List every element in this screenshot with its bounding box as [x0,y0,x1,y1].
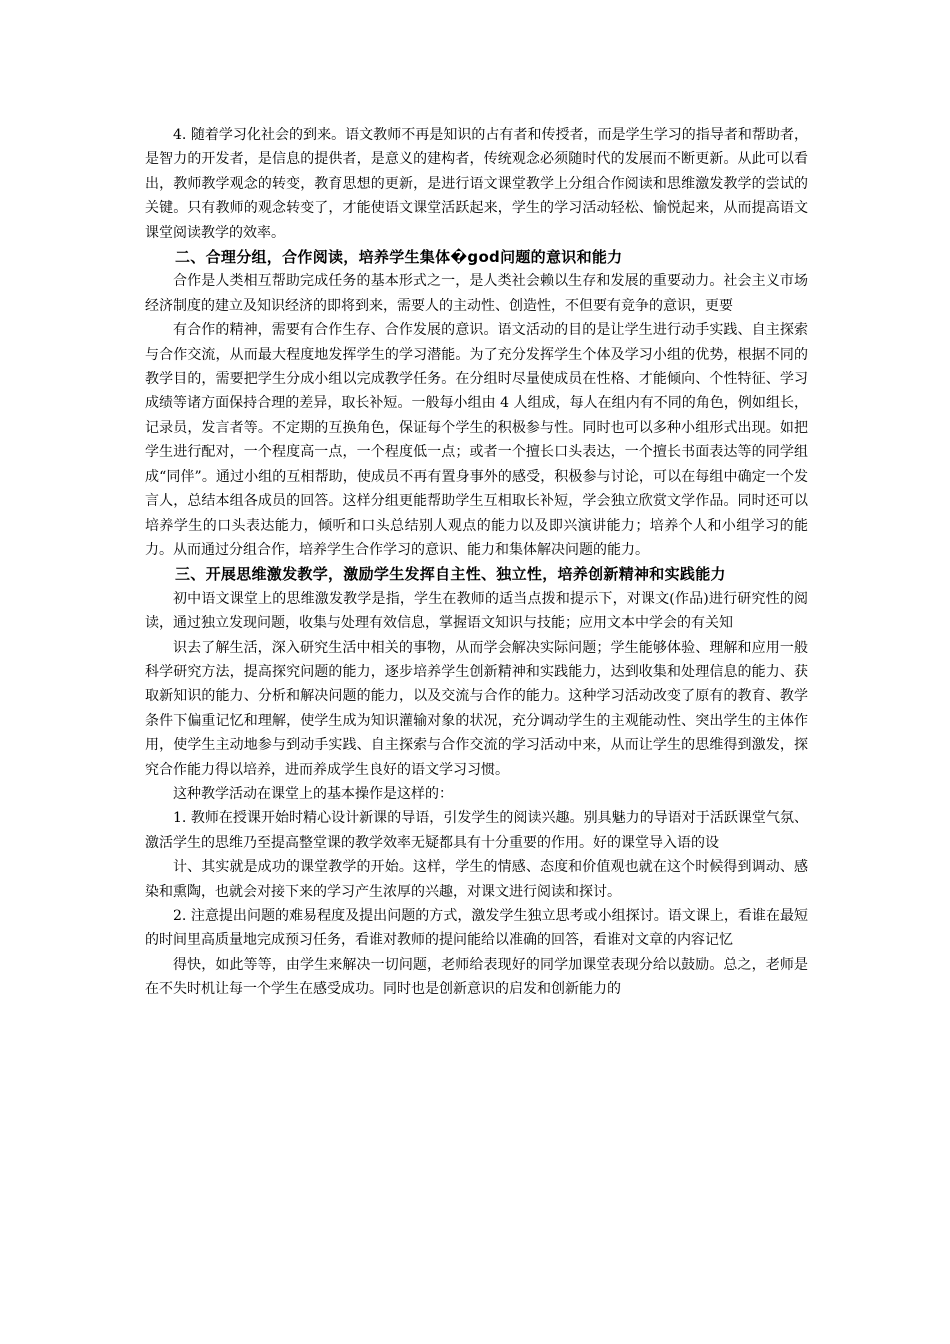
section-heading: 二、合理分组，合作阅读，培养学生集体�god问题的意识和能力 [175,248,623,267]
paragraph: 4. 随着学习化社会的到来。语文教师不再是知识的占有者和传授者，而是学生学习的指导者和帮助者，是智力的开发者，是信息的提供者，是意义的建构者，传统观念必须随时代的发展而不断更新。从此可以看出，教师教学观念的转变，教育思想的更新，是进行语文课堂教学上分组合作阅读和思维激发教学的尝试的关键。只有教师的观念转变了，才能使语文课堂活跃起来，学生的学习活动轻松、愉悦起来，从而提高语文课堂阅读教学的效率。 [145,127,808,241]
paragraph: 有合作的精神，需要有合作生存、合作发展的意识。语文活动的目的是让学生进行动手实践、自主探索与合作交流，从而最大程度地发挥学生的学习潜能。为了充分发挥学生个体及学习小组的优势，根据不同的教学目的，需要把学生分成小组以完成教学任务。在分组时尽量使成员在性格、才能倾向、个性特征、学习成绩等诸方面保持合理的差异，取长补短。一般每小组由 4 人组成，每人在组内有不同的角色，例如组长，记录员，发言者等。不定期的互换角色，保证每个学生的积极参与性。同时也可以多种小组形式出现。如把学生进行配对，一个程度高一点，一个程度低一点；或者一个擅长口头表达，一个擅长书面表达等的同学组成“同伴”。通过小组的互相帮助，使成员不再有置身事外的感受，积极参与讨论，可以在每组中确定一个发言人，总结本组各成员的回答。这样分组更能帮助学生互相取长补短，学会独立欣赏文学作品。同时还可以培养学生的口头表达能力，倾听和口头总结别人观点的能力以及即兴演讲能力；培养个人和小组学习的能力。从而通过分组合作，培养学生合作学习的意识、能力和集体解决问题的能力。 [145,322,808,558]
paragraph: 初中语文课堂上的思维激发教学是指，学生在教师的适当点拨和提示下，对课文(作品)进行研究性的阅读，通过独立发现问题，收集与处理有效信息，掌握语文知识与技能；应用文本中学会的有关知 [145,590,808,632]
paragraph: 得快，如此等等，由学生来解决一切问题，老师给表现好的同学加课堂表现分给以鼓励。总之，老师是在不失时机让每一个学生在感受成功。同时也是创新意识的启发和创新能力的 [145,956,808,998]
section-heading: 三、开展思维激发教学，激励学生发挥自主性、独立性，培养创新精神和实践能力 [175,565,726,584]
paragraph: 合作是人类相互帮助完成任务的基本形式之一，是人类社会赖以生存和发展的重要动力。社会主义市场经济制度的建立及知识经济的即将到来，需要人的主动性、创造性，不但要有竞争的意识，更要 [145,273,808,314]
paragraph: 计、其实就是成功的课堂教学的开始。这样，学生的情感、态度和价值观也就在这个时候得到调动、感染和熏陶，也就会对接下来的学习产生浓厚的兴趣，对课文进行阅读和探讨。 [145,859,808,900]
paragraph: 2. 注意提出问题的难易程度及提出问题的方式，激发学生独立思考或小组探讨。语文课上，看谁在最短的时间里高质量地完成预习任务，看谁对教师的提问能给以准确的回答，看谁对文章的内容记忆 [145,908,808,949]
paragraph: 这种教学活动在课堂上的基本操作是这样的： [173,785,453,802]
document-page [145,123,808,1002]
paragraph: 1. 教师在授课开始时精心设计新课的导语，引发学生的阅读兴趣。别具魅力的导语对于活跃课堂气氛、激活学生的思维乃至提高整堂课的教学效率无疑都具有十分重要的作用。好的课堂导入语的设 [145,810,808,851]
paragraph: 识去了解生活，深入研究生活中相关的事物，从而学会解决实际问题；学生能够体验、理解和应用一般科学研究方法，提高探究问题的能力，逐步培养学生创新精神和实践能力，达到收集和处理信息的能力、获取新知识的能力、分析和解决问题的能力，以及交流与合作的能力。这种学习活动改变了原有的教育、教学条件下偏重记忆和理解，使学生成为知识灌输对象的状况，充分调动学生的主观能动性、突出学生的主体作用，使学生主动地参与到动手实践、自主探索与合作交流的学习活动中来，从而让学生的思维得到激发，探究合作能力得以培养，进而养成学生良好的语文学习习惯。 [145,639,808,778]
